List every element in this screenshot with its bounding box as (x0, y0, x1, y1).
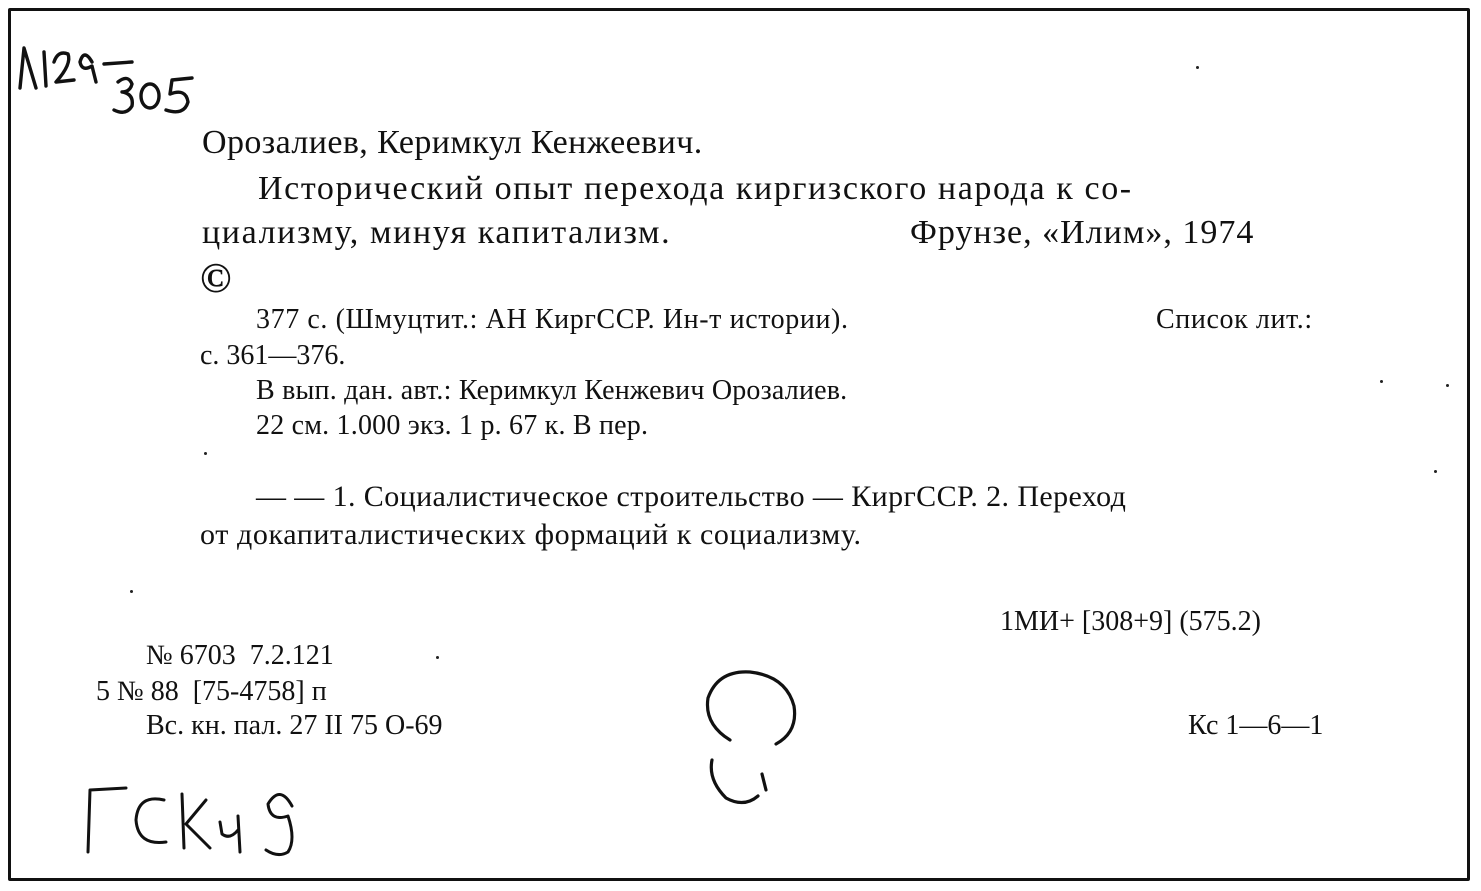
subjects-line-1: — — 1. Социалистическое строительство — КиргССР. 2. Переход (256, 480, 1127, 513)
scan-speck (1196, 66, 1199, 69)
handwritten-shelf-mark (0, 0, 260, 130)
card-number: Кс 1—6—1 (1188, 710, 1324, 741)
scan-speck (1434, 470, 1437, 473)
series-line: 5 № 88 [75-4758] п (96, 676, 327, 707)
subjects-line-2: от докапиталистических формаций к социализму. (200, 518, 862, 551)
scan-speck (1446, 384, 1449, 387)
chamber-line: Вс. кн. пал. 27 II 75 О-69 (146, 710, 443, 741)
bibliography-label: Список лит.: (1156, 304, 1313, 335)
scan-speck (204, 452, 207, 455)
bibliography-pages: с. 361—376. (200, 340, 346, 371)
imprint: Фрунзе, «Илим», 1974 (910, 214, 1255, 251)
scan-speck (1380, 380, 1383, 383)
handwritten-bottom-code (60, 770, 320, 870)
title-line-2: циализму, минуя капитализм. (202, 214, 672, 251)
title-line-1: Исторический опыт перехода киргизского народа к со- (258, 170, 1133, 207)
author-heading: Орозалиев, Керимкул Кенжеевич. (202, 124, 703, 161)
scan-speck (130, 590, 133, 593)
scan-speck (436, 656, 439, 659)
collation: 377 с. (Шмуцтит.: АН КиргССР. Ин-т истории). (256, 304, 849, 335)
physical-description: 22 см. 1.000 экз. 1 р. 67 к. В пер. (256, 410, 649, 441)
punch-hole (696, 662, 806, 812)
copyright-symbol: © (200, 256, 232, 302)
classification-code: 1МИ+ [308+9] (575.2) (1000, 606, 1261, 637)
author-note: В вып. дан. авт.: Керимкул Кенжевич Орозалиев. (256, 375, 848, 406)
order-number: № 6703 7.2.121 (146, 640, 334, 671)
